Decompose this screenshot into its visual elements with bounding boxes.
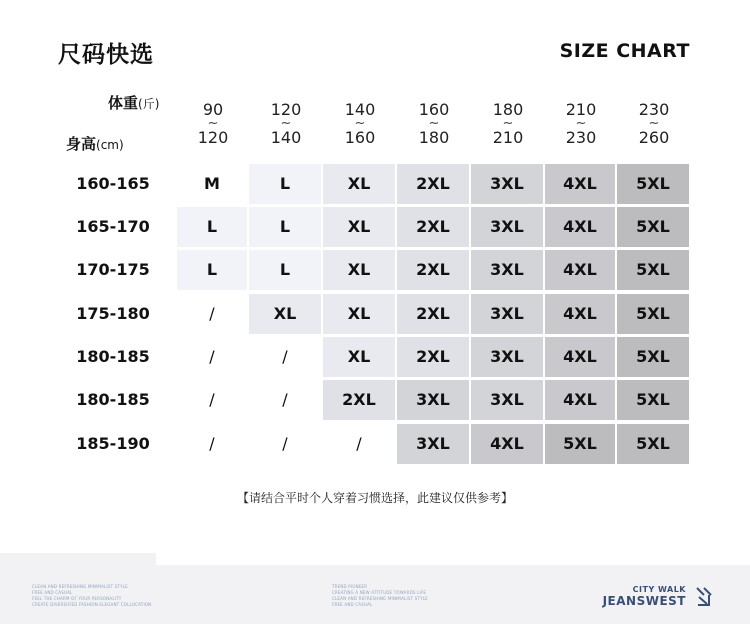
size-cell: / (323, 424, 395, 464)
size-cell: 3XL (471, 380, 543, 420)
size-cell: XL (249, 294, 321, 334)
weight-range-separator: ~ (575, 116, 587, 131)
height-range-label: 165-170 (76, 217, 150, 236)
size-cell: / (249, 380, 321, 420)
height-unit: (cm) (96, 138, 124, 152)
title-cn: 尺码快选 (58, 42, 154, 68)
size-cell: 2XL (397, 207, 469, 247)
brand-tagline: CITY WALK (632, 585, 686, 594)
size-cell: 5XL (617, 294, 689, 334)
weight-range-start: 180 (492, 100, 524, 119)
size-cell: / (177, 294, 247, 334)
size-cell: L (249, 207, 321, 247)
weight-range-end: 210 (492, 128, 524, 147)
size-cell: 3XL (471, 337, 543, 377)
jeanswest-logo-icon (695, 585, 713, 607)
size-cell: 4XL (545, 207, 615, 247)
weight-range-header (476, 102, 540, 146)
weight-range-start: 140 (344, 100, 376, 119)
height-range-label: 185-190 (76, 434, 150, 453)
title-en: SIZE CHART (559, 40, 690, 62)
size-cell: 5XL (617, 380, 689, 420)
weight-range-header (622, 102, 686, 146)
size-cell: 3XL (471, 207, 543, 247)
weight-range-start: 230 (638, 100, 670, 119)
size-cell: L (177, 207, 247, 247)
weight-range-start: 90 (202, 100, 224, 119)
size-cell: 2XL (397, 294, 469, 334)
size-cell: 2XL (397, 337, 469, 377)
size-cell: 4XL (545, 164, 615, 204)
size-cell: 3XL (471, 164, 543, 204)
footer-line: CREATE DIVERSIFIED FASHION ELEGANT COLLOCATION (32, 602, 152, 607)
size-cell: 3XL (397, 380, 469, 420)
size-cell: 2XL (323, 380, 395, 420)
footer-line: FREE AND CASUAL (32, 590, 73, 595)
height-axis-label (66, 133, 124, 154)
size-cell: M (177, 164, 247, 204)
size-cell: XL (323, 250, 395, 290)
size-cell: 5XL (617, 250, 689, 290)
weight-range-end: 120 (197, 128, 229, 147)
footer-line: FREE AND CASUAL (332, 602, 373, 607)
weight-axis-label (108, 92, 159, 113)
size-cell: 2XL (397, 164, 469, 204)
advice-note: 【请结合平时个人穿着习惯选择，此建议仅供参考】 (236, 491, 513, 505)
weight-range-end: 230 (565, 128, 597, 147)
weight-range-end: 260 (638, 128, 670, 147)
height-range-label: 160-165 (76, 174, 150, 193)
size-cell: 3XL (471, 250, 543, 290)
weight-unit: (斤) (138, 97, 160, 111)
height-label-text: 身高 (66, 135, 97, 153)
weight-range-separator: ~ (428, 116, 440, 131)
weight-range-start: 210 (565, 100, 597, 119)
size-cell: 5XL (617, 424, 689, 464)
footer-slogan-middle (332, 584, 428, 608)
size-cell: 5XL (545, 424, 615, 464)
weight-range-separator: ~ (354, 116, 366, 131)
size-cell: L (249, 164, 321, 204)
weight-range-header (254, 102, 318, 146)
brand-name: JEANSWEST (602, 594, 686, 608)
footer-line: CLEAN AND REFRESHING MINIMALIST STYLE (332, 596, 428, 601)
size-cell: 4XL (545, 294, 615, 334)
weight-range-end: 140 (270, 128, 302, 147)
footer-line: TREND PIONEER (332, 584, 368, 589)
size-cell: 5XL (617, 207, 689, 247)
weight-range-header (181, 102, 245, 146)
size-cell: XL (323, 294, 395, 334)
weight-range-header (328, 102, 392, 146)
size-cell: / (249, 424, 321, 464)
weight-range-separator: ~ (280, 116, 292, 131)
size-cell: XL (323, 337, 395, 377)
weight-range-start: 120 (270, 100, 302, 119)
size-cell: 5XL (617, 164, 689, 204)
weight-range-header (549, 102, 613, 146)
height-range-label: 170-175 (76, 260, 150, 279)
size-cell: 2XL (397, 250, 469, 290)
size-cell: 3XL (397, 424, 469, 464)
size-cell: L (249, 250, 321, 290)
weight-range-start: 160 (418, 100, 450, 119)
footer-line: FEEL THE CHARM OF YOUR PERSONALITY (32, 596, 122, 601)
footer-line: CLEAN AND REFRESHING MINIMALIST STYLE (32, 584, 128, 589)
weight-range-header (402, 102, 466, 146)
weight-range-separator: ~ (502, 116, 514, 131)
size-cell: XL (323, 164, 395, 204)
height-range-label: 180-185 (76, 390, 150, 409)
size-cell: / (177, 424, 247, 464)
weight-range-end: 160 (344, 128, 376, 147)
size-cell: 3XL (471, 294, 543, 334)
size-cell: / (177, 380, 247, 420)
size-cell: 5XL (617, 337, 689, 377)
weight-range-end: 180 (418, 128, 450, 147)
size-cell: / (177, 337, 247, 377)
size-cell: 4XL (545, 250, 615, 290)
height-range-label: 180-185 (76, 347, 150, 366)
size-cell: 4XL (545, 337, 615, 377)
size-cell: XL (323, 207, 395, 247)
size-cell: / (249, 337, 321, 377)
footer-slogan-left (32, 584, 151, 608)
size-cell: 4XL (471, 424, 543, 464)
weight-range-separator: ~ (207, 116, 219, 131)
footer-line: CREATING A NEW ATTITUDE TOWARDS LIFE (332, 590, 427, 595)
height-range-label: 175-180 (76, 304, 150, 323)
weight-label-text: 体重 (108, 94, 139, 112)
size-cell: 4XL (545, 380, 615, 420)
size-cell: L (177, 250, 247, 290)
weight-range-separator: ~ (648, 116, 660, 131)
footer-notch (156, 553, 750, 565)
